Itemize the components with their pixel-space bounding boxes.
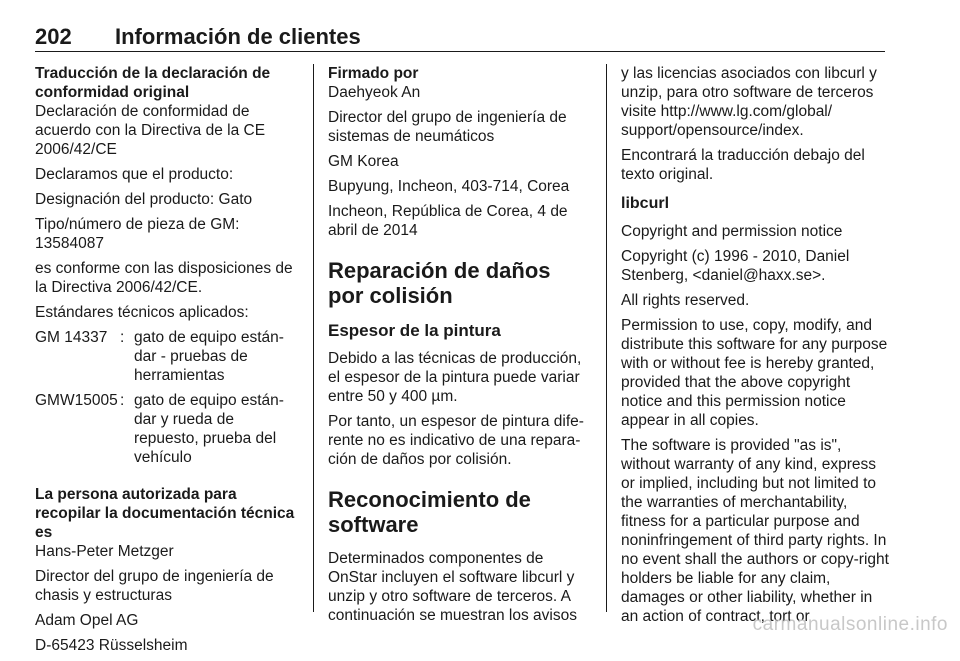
table-row bbox=[35, 328, 300, 391]
page-header bbox=[35, 24, 885, 52]
software-acknowledgement-heading: Reconocimiento de software bbox=[328, 487, 531, 537]
collision-repair-heading: Reparación de daños por colisión bbox=[328, 258, 551, 308]
paragraph: Bupyung, Incheon, 403-714, Corea bbox=[328, 178, 570, 195]
paragraph: D-65423 Rüsselsheim bbox=[35, 637, 188, 654]
standard-sep: : bbox=[120, 329, 125, 346]
page-title: Información de clientes bbox=[115, 24, 361, 49]
paragraph: Hans-Peter Metzger bbox=[35, 543, 174, 560]
paragraph: The software is provided "as is", without warranty of any kind, express or implied, including but not limited to the warranties of merchantability, fitness for a particular purpose and noninfringement of third party rights. In no event shall the authors or copy-right holders be liable for any claim, damages or other liability, whether in an action of contract, tort or bbox=[621, 437, 889, 625]
standard-desc: gato de equipo están-dar y rueda de repuesto, prueba del vehículo bbox=[134, 392, 284, 466]
column-1 bbox=[35, 64, 300, 661]
paragraph: Copyright (c) 1996 - 2010, Daniel Stenberg, <daniel@haxx.se>. bbox=[621, 248, 850, 284]
paragraph: Adam Opel AG bbox=[35, 612, 139, 629]
standard-desc: gato de equipo están-dar - pruebas de herramientas bbox=[134, 329, 284, 384]
paragraph: Copyright and permission notice bbox=[621, 223, 843, 240]
paragraph: y las licencias asociados con libcurl y unzip, para otro software de terceros visite http://www.lg.com/global/ support/opensource/index. bbox=[621, 65, 877, 139]
paragraph: es conforme con las disposiciones de la Directiva 2006/42/CE. bbox=[35, 260, 293, 296]
paragraph: Daehyeok An bbox=[328, 84, 421, 101]
paragraph: Tipo/número de pieza de GM: 13584087 bbox=[35, 216, 240, 252]
libcurl-heading: libcurl bbox=[621, 195, 670, 212]
column-2 bbox=[328, 64, 590, 631]
paragraph: Estándares técnicos aplicados: bbox=[35, 304, 249, 321]
column-divider-1 bbox=[313, 64, 314, 612]
paragraph: Por tanto, un espesor de pintura dife-rente no es indicativo de una repara-ción de daños por colisión. bbox=[328, 413, 584, 468]
standards-table bbox=[35, 328, 300, 473]
standard-code: GMW15005 bbox=[35, 392, 118, 409]
watermark: carmanualsonline.info bbox=[752, 614, 948, 635]
declaration-title: Traducción de la declaración de conformidad original bbox=[35, 65, 271, 101]
standard-sep: : bbox=[120, 392, 125, 409]
table-row bbox=[35, 391, 300, 473]
header-rule bbox=[35, 51, 885, 52]
paint-thickness-heading: Espesor de la pintura bbox=[328, 321, 501, 340]
column-3 bbox=[621, 64, 889, 632]
paragraph: Debido a las técnicas de producción, el espesor de la pintura puede variar entre 50 y 400 µm. bbox=[328, 350, 582, 405]
paragraph: Encontrará la traducción debajo del texto original. bbox=[621, 147, 865, 183]
paragraph: Declaración de conformidad de acuerdo con la Directiva de la CE 2006/42/CE bbox=[35, 103, 266, 158]
paragraph: Director del grupo de ingeniería de chasis y estructuras bbox=[35, 568, 274, 604]
paragraph: GM Korea bbox=[328, 153, 399, 170]
page-number: 202 bbox=[35, 24, 72, 49]
paragraph: All rights reserved. bbox=[621, 292, 750, 309]
paragraph: Permission to use, copy, modify, and distribute this software for any purpose with or without fee is hereby granted, provided that the above copyright notice and this permission notice appear in all copies. bbox=[621, 317, 888, 429]
paragraph: Declaramos que el producto: bbox=[35, 166, 234, 183]
paragraph: Incheon, República de Corea, 4 de abril de 2014 bbox=[328, 203, 568, 239]
column-divider-2 bbox=[606, 64, 607, 612]
signed-by-title: Firmado por bbox=[328, 65, 419, 82]
paragraph: Designación del producto: Gato bbox=[35, 191, 253, 208]
authorized-person-title: La persona autorizada para recopilar la documentación técnica es bbox=[35, 486, 295, 541]
paragraph: Director del grupo de ingeniería de sistemas de neumáticos bbox=[328, 109, 567, 145]
standard-code: GM 14337 bbox=[35, 329, 108, 346]
paragraph: Determinados componentes de OnStar incluyen el software libcurl y unzip y otro software de terceros. A continuación se muestran los avisos bbox=[328, 550, 577, 624]
